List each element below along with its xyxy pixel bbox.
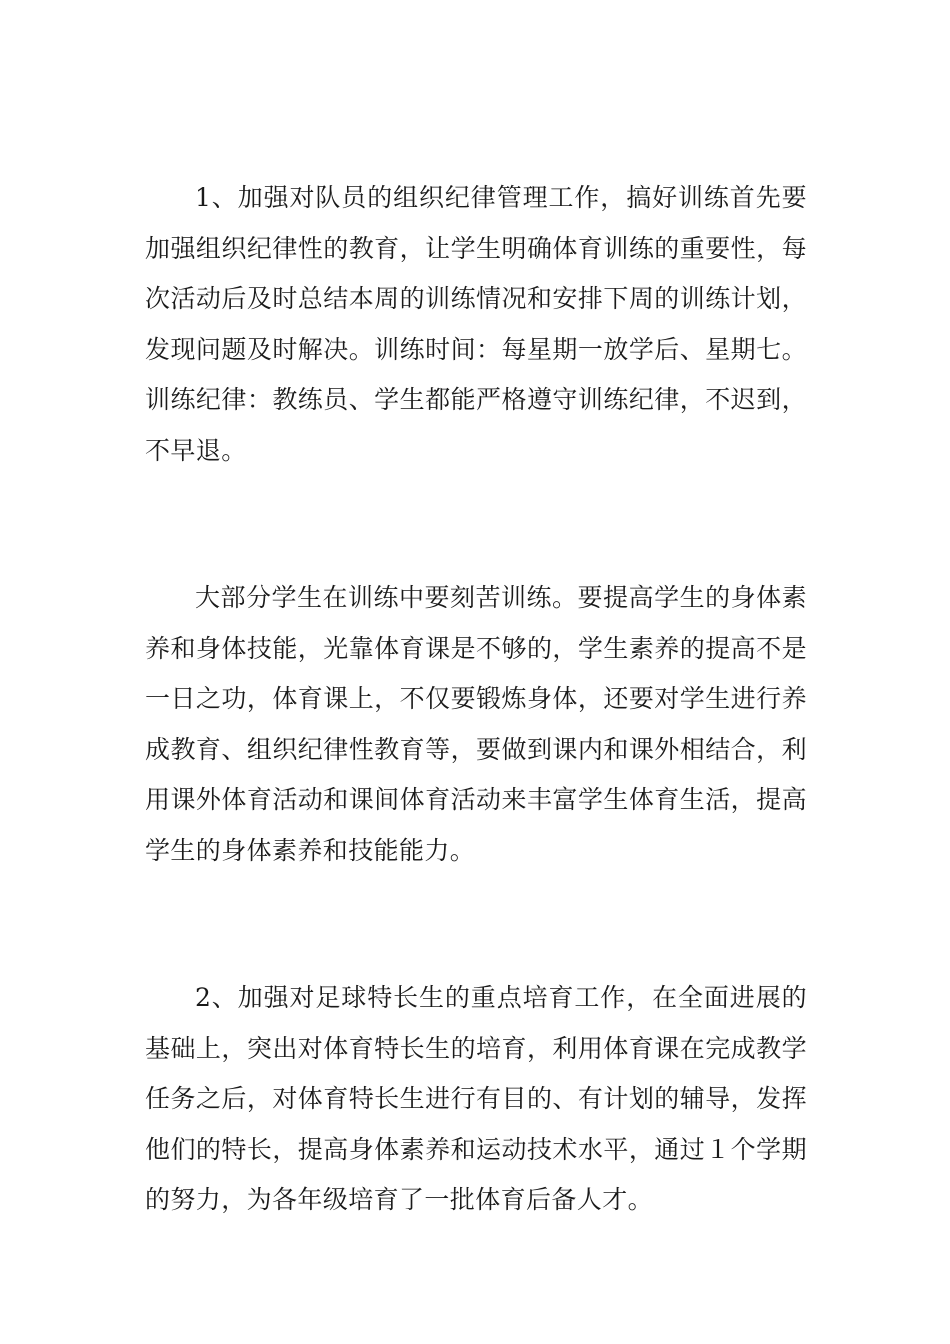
paragraph-discipline-management: 1、加强对队员的组织纪律管理工作，搞好训练首先要加强组织纪律性的教育，让学生明确体育训练的重要性，每次活动后及时总结本周的训练情况和安排下周的训练计划，发现问题及时解决。训练时间：每星期一放学后、星期七。训练纪律：教练员、学生都能严格遵守训练纪律，不迟到，不早退。 (145, 183, 807, 465)
paragraph-football-specialists: 2、加强对足球特长生的重点培育工作，在全面进展的基础上，突出对体育特长生的培育，利用体育课在完成教学任务之后，对体育特长生进行有目的、有计划的辅导，发挥他们的特长，提高身体素养和运动技术水平，通过１个学期的努力，为各年级培育了一批体育后备人才。 (145, 983, 807, 1214)
paragraph-hard-training: 大部分学生在训练中要刻苦训练。要提高学生的身体素养和身体技能，光靠体育课是不够的，学生素养的提高不是一日之功，体育课上，不仅要锻炼身体，还要对学生进行养成教育、组织纪律性教育等，要做到课内和课外相结合，利用课外体育活动和课间体育活动来丰富学生体育生活，提高学生的身体素养和技能能力。 (145, 583, 807, 865)
